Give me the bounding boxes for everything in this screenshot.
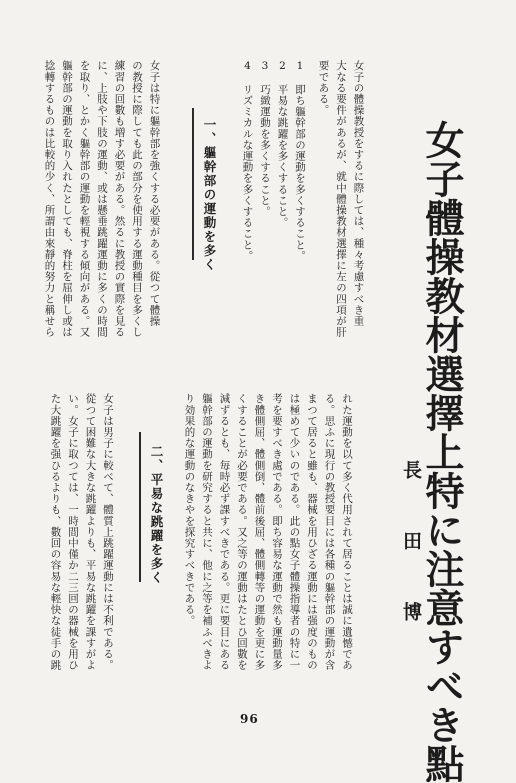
continuation-paragraph	[180, 393, 355, 703]
text-line: 軀幹部の運動を研究すると共に、他に之等を補ふべきよ	[201, 393, 213, 671]
text-line: き體側屈、體側倒、體前後屈、體側轉等の運動を更に多	[253, 393, 266, 671]
text-line: 大なる要件があるが、就中體操教材選擇に左の四項が肝	[335, 60, 347, 338]
section-2-body	[46, 393, 116, 703]
section-rule-1	[192, 108, 194, 260]
text-line: 考を要すべき處である。即ち容易な運動で然も運動量多	[271, 393, 283, 671]
article-title: 女子體操教材選擇上特に注意すべき點	[419, 120, 465, 783]
text-line: 減ずるとも、毎時必ず課すべきである。更に要目にある	[218, 393, 231, 671]
text-line: を取り、とかく軀幹部の運動を輕視する傾向がある。又	[78, 60, 91, 338]
text-line: 要である。	[317, 60, 330, 116]
text-line: い。女子に取つては、一時間中僅か二三回の器械を用ひ	[67, 393, 79, 671]
text-line: に、上肢や下肢の運動、或は懸垂跳躍運動に多くの時間	[96, 60, 108, 338]
section-1-body	[40, 60, 163, 380]
text-line: 女子は男子に較べて、體質上跳躍運動には不利である。	[102, 393, 114, 671]
section-rule-2	[139, 432, 141, 582]
page-number: 96	[240, 712, 259, 726]
text-line: 從つて困難な大きな跳躍よりも、平易な跳躍を課すがよ	[84, 393, 97, 671]
intro-paragraph	[314, 60, 367, 380]
section-heading-1: 一、軀幹部の運動を多く	[202, 118, 217, 272]
list-item: 1 即ち軀幹部の運動を多くすること。	[294, 60, 306, 262]
text-line: り効果的な運動のなきやを探究すべきである。	[183, 393, 196, 627]
list-item: 2 平易な跳躍を多くすること。	[276, 60, 289, 228]
text-line: まつて居ると雖も、器械を用ひざる運動には强度のもの	[306, 393, 318, 671]
text-line: た大跳躍を强ひるよりも、數回の容易な輕快な徒手の跳	[49, 393, 62, 671]
text-line: れた運動を以て多く代用されて居ることは誠に遺憾であ	[341, 393, 353, 671]
requirements-list	[238, 60, 308, 380]
text-line: 捻轉するものは比較的少く、所謂由來靜的努力と稱せら	[43, 60, 56, 338]
text-line: 女子は特に軀幹部を強くする必要がある。從つて體操	[148, 60, 161, 327]
text-line: 軀幹部の運動を取り入れたとしても、脊柱を屈伸し或は	[61, 60, 73, 338]
text-line: くすることが必要である。又之等の運動はたとひ回數を	[236, 393, 248, 671]
text-line: は極めて少いのである。此の點女子體操指導者の特に一	[288, 393, 301, 671]
list-item: 4 リズミカルな運動を多くすること。	[241, 60, 254, 262]
text-line: る。思ふに現行の教授要目には各種の軀幹部の運動が含	[323, 393, 336, 671]
list-item: 3 巧緻運動を多くすること。	[259, 60, 271, 217]
section-heading-2: 二、平易な跳躍を多く	[149, 445, 164, 585]
text-line: 女子の體操教授をするに際しては、種々考慮すべき重	[352, 60, 365, 327]
text-line: の教授に際しても此の部分を使用する運動種目を多くし	[131, 60, 143, 338]
text-line: 練習の回數も増す必要がある。然るに教授の實際を見る	[113, 60, 126, 338]
article-author: 長田博	[400, 460, 422, 673]
